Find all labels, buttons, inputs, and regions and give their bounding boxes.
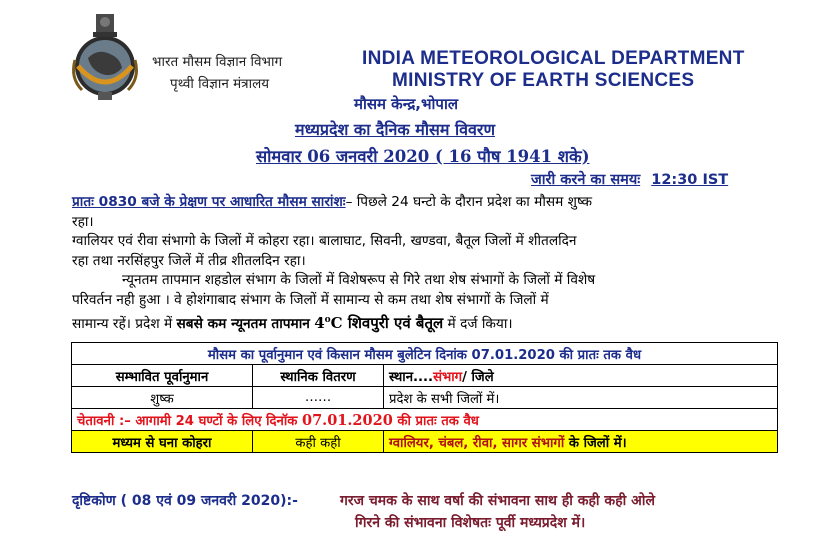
report-date: सोमवार 06 जनवरी 2020 ( 16 पौष 1941 शके)	[256, 147, 590, 166]
summary-line-7: सामान्य रहें। प्रदेश में सबसे कम न्यूनतम तापमान 4$^o$C शिवपुरी एवं बैतूल में दर्ज किया।	[72, 313, 513, 332]
weather-summary	[72, 193, 778, 334]
warning-title: चेतावनी :– आगामी 24 घण्टों के लिए दिनॉक 07.01.2020 की प्रातः तक वैध	[72, 409, 778, 431]
summary-line-3: ग्वालियर एवं रीवा संभागो के जिलों में कोहरा रहा। बालाघाट, सिवनी, खण्डवा, बैतूल जिलों में शीतलदिन	[72, 233, 577, 250]
issue-time: 12:30 IST	[651, 172, 729, 188]
org-name-hindi: भारत मौसम विज्ञान विभाग	[152, 54, 283, 70]
report-title: मध्यप्रदेश का दैनिक मौसम विवरण	[295, 120, 496, 139]
warning-row	[72, 409, 778, 431]
summary-line-6: परिवर्तन नही हुआ । वे होशंगाबाद संभाग के जिलों में सामान्य से कम तथा शेष संभागों के जिलों में	[72, 291, 549, 308]
lowest-temp-value: 4$^o$C शिवपुरी एवं बैतूल	[314, 313, 444, 332]
imd-emblem-icon	[58, 8, 153, 103]
header-place: स्थान....संभाग/ जिले	[384, 365, 778, 387]
lowest-temp-label: सबसे कम न्यूनतम तापमान	[176, 315, 310, 332]
issue-time-label	[531, 169, 728, 189]
row-distribution: ……	[253, 387, 384, 409]
summary-line-1: प्रातः 0830 बजे के प्रेक्षण पर आधारित मौसम सारांशः– पिछले 24 घन्टो के दौरान प्रदेश का मौसम शुष्क	[72, 194, 593, 210]
table-title-row	[72, 343, 778, 365]
table-header-row	[72, 365, 778, 387]
ministry-name-hindi: पृथ्वी विज्ञान मंत्रालय	[170, 76, 270, 92]
warning-place: ग्वालियर, चंबल, रीवा, सागर संभागों के जिलों में।	[384, 431, 778, 453]
issue-label: जारी करने का समयः	[531, 172, 641, 188]
outlook-text-line-2: गिरने की संभावना विशेषतः पूर्वी मध्यप्रदेश में।	[355, 515, 586, 531]
centre-name: मौसम केन्द्र,भोपाल	[354, 95, 459, 113]
header-distribution: स्थानिक वितरण	[253, 365, 384, 387]
outlook-text-line-1: गरज चमक के साथ वर्षा की संभावना साथ ही कही कही ओले	[340, 493, 655, 509]
table-row	[72, 387, 778, 409]
outlook-label: दृष्टिकोण ( 08 एवं 09 जनवरी 2020):-	[72, 493, 298, 509]
summary-line-5: न्यूनतम तापमान शहडोल संभाग के जिलों में विशेषरूप से गिरे तथा शेष संभागों के जिलों में विशेष	[122, 272, 596, 289]
summary-line-4: रहा तथा नरसिंहपुर जिलें में तीव्र शीतलदिन रहा।	[72, 252, 306, 269]
forecast-table	[71, 342, 778, 453]
warning-distribution: कही कही	[253, 431, 384, 453]
forecast-title: मौसम का पूर्वानुमान एवं किसान मौसम बुलेटिन दिनांक 07.01.2020 की प्रातः तक वैध	[72, 343, 778, 365]
org-name-english: INDIA METEOROLOGICAL DEPARTMENT	[362, 48, 745, 69]
header-forecast: सम्भावित पूर्वानुमान	[72, 365, 253, 387]
summary-line-2: रहा।	[72, 213, 94, 230]
row-place: प्रदेश के सभी जिलों में।	[384, 387, 778, 409]
row-forecast: शुष्क	[72, 387, 253, 409]
warning-forecast: मध्यम से घना कोहरा	[72, 431, 253, 453]
warning-detail-row	[72, 431, 778, 453]
ministry-name-english: MINISTRY OF EARTH SCIENCES	[392, 70, 695, 91]
summary-lead: प्रातः 0830 बजे के प्रेक्षण पर आधारित मौसम सारांशः	[72, 194, 346, 210]
